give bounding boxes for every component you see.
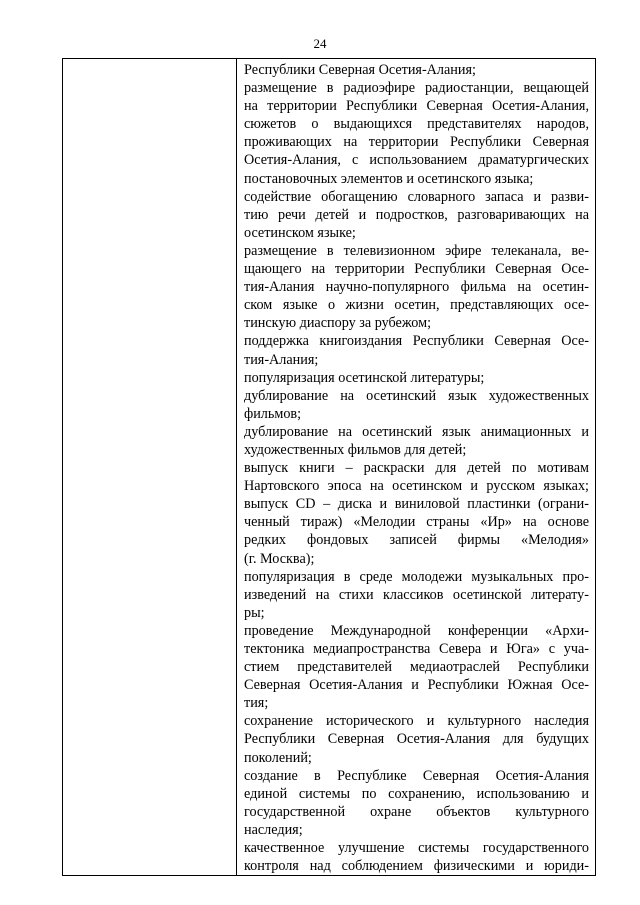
text-line: контроля над соблюдением физическими и юриди- [244,858,589,875]
text-line: дублирование на осетинский язык анимационных и [244,423,589,440]
text-line: редких фондовых записей фирмы «Мелодия» [244,532,589,549]
text-line: тия-Алания; [244,351,319,368]
text-line: единой системы по сохранению, использованию и [244,785,589,802]
text-line: дублирование на осетинский язык художественных [244,387,589,404]
text-line: ском языке о жизни осетин, представляющих осе- [244,297,589,314]
text-line: тинскую диаспору за рубежом; [244,315,432,332]
text-line: тектоника медиапространства Севера и Юга» с уча- [244,641,589,657]
text-line: сюжетов о выдающихся представителях народов, [244,116,589,133]
text-line: ры; [244,604,265,621]
text-line: изведений на стихи классиков осетинской литерату- [244,586,589,603]
text-line: Республики Северная Осетия-Алания; [244,62,476,78]
text-line: проживающих на территории Республики Северная [244,134,589,151]
text-line: стием представителей медиаотраслей Республики [244,659,589,676]
text-line: популяризация осетинской литературы; [244,369,485,386]
text-line: щающего на территории Республики Северная Осе- [244,261,589,278]
table-cell-left [63,59,237,876]
text-line: поддержка книгоиздания Республики Северная Осе- [244,333,589,350]
page-number: 24 [313,36,327,51]
text-line: фильмов; [244,405,302,422]
text-line: выпуск CD – диска и виниловой пластинки (ограни- [244,496,589,513]
text-line: Нартовского эпоса на осетинском и русском языках; [244,478,589,495]
table-row [63,59,596,876]
text-line: Северная Осетия-Алания и Республики Южная Осе- [244,677,589,694]
text-line: размещение в телевизионном эфире телеканала, ве- [244,242,589,259]
text-line: осетинском языке; [244,224,356,241]
cell-text [244,61,589,875]
text-line: постановочных элементов и осетинского языка; [244,170,534,187]
text-line: создание в Республике Северная Осетия-Алания [244,767,589,784]
text-line: проведение Международной конференции «Архи- [244,622,589,639]
text-line: тия; [244,695,269,712]
text-line: на территории Республики Северная Осетия-Алания, [244,98,589,115]
text-line: сохранение исторического и культурного наследия [244,713,589,730]
text-line: наследия; [244,821,303,838]
text-line: содействие обогащению словарного запаса и разви- [244,188,589,205]
text-line: качественное улучшение системы государственного [244,840,589,857]
text-line: размещение в радиоэфире радиостанции, вещающей [244,80,589,97]
text-line: поколений; [244,749,312,766]
text-line: тию речи детей и подростков, разговаривающих на [244,206,589,223]
text-line: художественных фильмов для детей; [244,441,467,458]
text-line: (г. Москва); [244,550,315,567]
text-line: Республики Северная Осетия-Алания для будущих [244,731,589,748]
content-table [62,58,596,876]
text-line: государственной охране объектов культурного [244,803,589,820]
text-line: популяризация в среде молодежи музыкальных про- [244,568,589,585]
table-cell-right [237,59,596,876]
text-line: тия-Алания научно-популярного фильма на осетин- [244,279,589,296]
text-line: ченный тираж) «Мелодии страны «Ир» на основе [244,514,589,531]
text-line: выпуск книги – раскраски для детей по мотивам [244,460,589,477]
text-line: Осетия-Алания, с использованием драматургических [244,152,589,169]
